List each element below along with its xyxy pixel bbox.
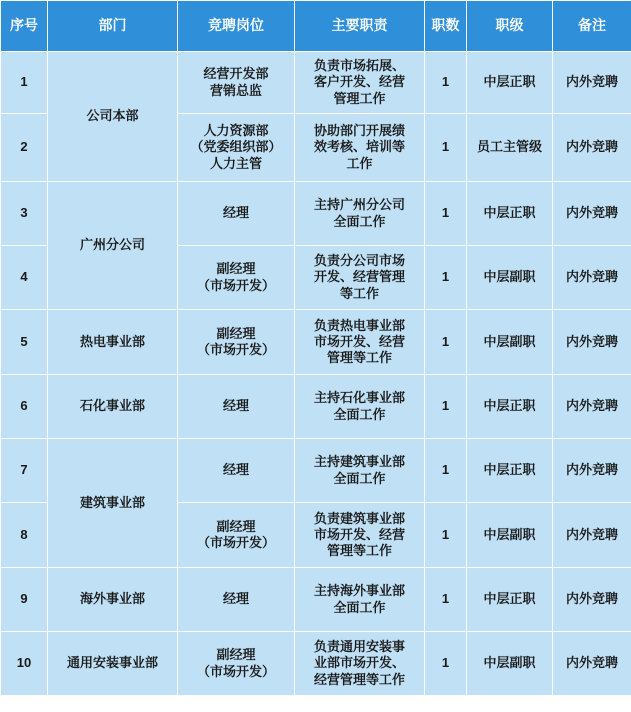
department-cell: 建筑事业部 — [48, 439, 178, 568]
table-header — [1, 1, 631, 52]
duty-cell: 协助部门开展绩 效考核、培训等 工作 — [295, 114, 425, 182]
headcount-cell: 1 — [425, 632, 467, 696]
rank-cell: 中层正职 — [467, 439, 553, 503]
column-header-2: 竞聘岗位 — [178, 1, 295, 52]
department-cell: 公司本部 — [48, 52, 178, 182]
table-row — [1, 52, 631, 114]
remark-cell: 内外竞聘 — [553, 632, 631, 696]
remark-cell: 内外竞聘 — [553, 114, 631, 182]
department-cell: 广州分公司 — [48, 182, 178, 310]
headcount-cell: 1 — [425, 310, 467, 375]
position-cell: 副经理 （市场开发） — [178, 632, 295, 696]
column-header-1: 部门 — [48, 1, 178, 52]
headcount-cell: 1 — [425, 246, 467, 310]
headcount-cell: 1 — [425, 114, 467, 182]
headcount-cell: 1 — [425, 375, 467, 439]
row-number-cell: 2 — [1, 114, 48, 182]
remark-cell: 内外竞聘 — [553, 52, 631, 114]
headcount-cell: 1 — [425, 503, 467, 568]
duty-cell: 负责分公司市场 开发、经营管理 等工作 — [295, 246, 425, 310]
headcount-cell: 1 — [425, 439, 467, 503]
duty-cell: 负责热电事业部 市场开发、经营 管理等工作 — [295, 310, 425, 375]
rank-cell: 中层副职 — [467, 632, 553, 696]
table-row — [1, 439, 631, 503]
headcount-cell: 1 — [425, 182, 467, 246]
table-row — [1, 632, 631, 696]
position-cell: 副经理 （市场开发） — [178, 503, 295, 568]
table-row — [1, 375, 631, 439]
headcount-cell: 1 — [425, 52, 467, 114]
duty-cell: 主持广州分公司 全面工作 — [295, 182, 425, 246]
rank-cell: 员工主管级 — [467, 114, 553, 182]
duty-cell: 负责市场拓展、 客户开发、经营 管理工作 — [295, 52, 425, 114]
position-cell: 经理 — [178, 439, 295, 503]
rank-cell: 中层正职 — [467, 375, 553, 439]
department-cell: 热电事业部 — [48, 310, 178, 375]
duty-cell: 主持建筑事业部 全面工作 — [295, 439, 425, 503]
position-cell: 经营开发部 营销总监 — [178, 52, 295, 114]
table-body — [1, 52, 631, 696]
position-cell: 副经理 （市场开发） — [178, 246, 295, 310]
column-header-3: 主要职责 — [295, 1, 425, 52]
position-cell: 经理 — [178, 182, 295, 246]
remark-cell: 内外竞聘 — [553, 439, 631, 503]
duty-cell: 负责建筑事业部 市场开发、经营 管理等工作 — [295, 503, 425, 568]
table-row — [1, 310, 631, 375]
row-number-cell: 5 — [1, 310, 48, 375]
remark-cell: 内外竞聘 — [553, 246, 631, 310]
table-header-row — [1, 1, 631, 52]
rank-cell: 中层副职 — [467, 310, 553, 375]
row-number-cell: 7 — [1, 439, 48, 503]
column-header-4: 职数 — [425, 1, 467, 52]
row-number-cell: 8 — [1, 503, 48, 568]
remark-cell: 内外竞聘 — [553, 568, 631, 632]
row-number-cell: 3 — [1, 182, 48, 246]
duty-cell: 负责通用安装事 业部市场开发、 经营管理等工作 — [295, 632, 425, 696]
position-cell: 经理 — [178, 375, 295, 439]
column-header-5: 职级 — [467, 1, 553, 52]
position-cell: 人力资源部 （党委组织部） 人力主管 — [178, 114, 295, 182]
position-cell: 副经理 （市场开发） — [178, 310, 295, 375]
remark-cell: 内外竞聘 — [553, 310, 631, 375]
row-number-cell: 6 — [1, 375, 48, 439]
row-number-cell: 4 — [1, 246, 48, 310]
rank-cell: 中层正职 — [467, 52, 553, 114]
column-header-0: 序号 — [1, 1, 48, 52]
row-number-cell: 9 — [1, 568, 48, 632]
remark-cell: 内外竞聘 — [553, 503, 631, 568]
rank-cell: 中层副职 — [467, 246, 553, 310]
rank-cell: 中层副职 — [467, 503, 553, 568]
row-number-cell: 10 — [1, 632, 48, 696]
position-cell: 经理 — [178, 568, 295, 632]
table-row — [1, 182, 631, 246]
rank-cell: 中层正职 — [467, 568, 553, 632]
remark-cell: 内外竞聘 — [553, 375, 631, 439]
department-cell: 石化事业部 — [48, 375, 178, 439]
department-cell: 海外事业部 — [48, 568, 178, 632]
headcount-cell: 1 — [425, 568, 467, 632]
row-number-cell: 1 — [1, 52, 48, 114]
department-cell: 通用安装事业部 — [48, 632, 178, 696]
column-header-6: 备注 — [553, 1, 631, 52]
remark-cell: 内外竞聘 — [553, 182, 631, 246]
rank-cell: 中层正职 — [467, 182, 553, 246]
duty-cell: 主持石化事业部 全面工作 — [295, 375, 425, 439]
duty-cell: 主持海外事业部 全面工作 — [295, 568, 425, 632]
table-row — [1, 568, 631, 632]
